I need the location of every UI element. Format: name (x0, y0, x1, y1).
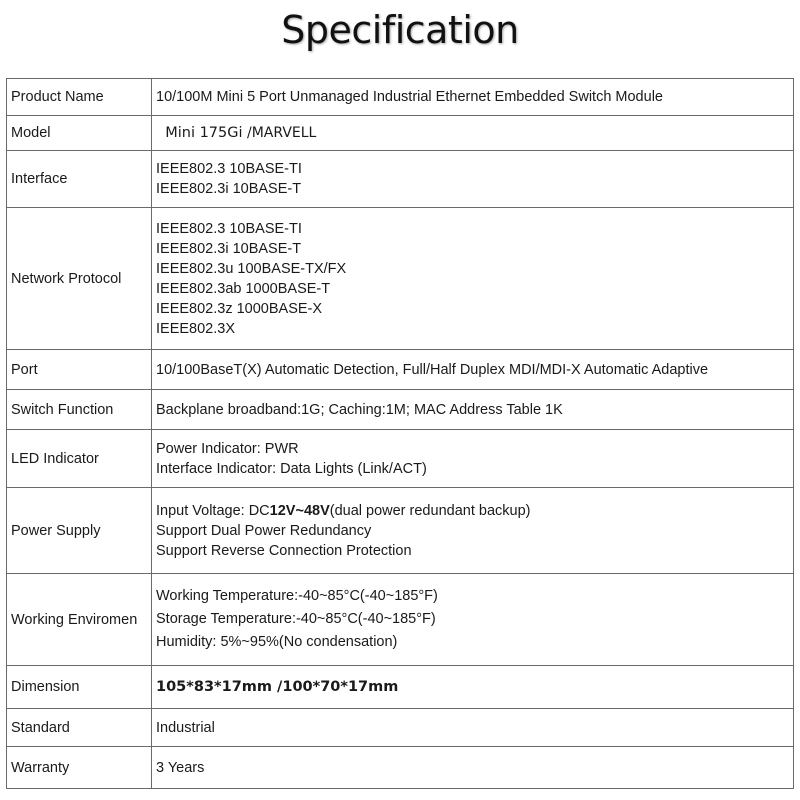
value-line: IEEE802.3u 100BASE-TX/FX (156, 260, 347, 277)
value-line: IEEE802.3 10BASE-TI (156, 161, 302, 177)
value-line: Humidity: 5%~95%(No condensation) (156, 634, 398, 650)
value-line: IEEE802.3 10BASE-TI (156, 220, 302, 237)
spec-table (6, 78, 794, 789)
row-label: Power Supply (7, 488, 152, 574)
table-row (7, 709, 794, 747)
table-row (7, 747, 794, 789)
row-value: Backplane broadband:1G; Caching:1M; MAC Address Table 1K (152, 390, 794, 430)
table-row (7, 116, 794, 151)
voltage-suffix: (dual power redundant backup) (329, 502, 531, 519)
row-label: Product Name (7, 79, 152, 116)
value-line: Power Indicator: PWR (156, 440, 299, 457)
row-label: Interface (7, 151, 152, 208)
table-row (7, 574, 794, 666)
table-row (7, 208, 794, 350)
row-value (152, 116, 794, 151)
page-title: Specification (281, 8, 519, 52)
value-line (156, 501, 793, 521)
row-value (152, 488, 794, 574)
value-line: IEEE802.3ab 1000BASE-T (156, 280, 331, 297)
row-value: 105*83*17mm /100*70*17mm (152, 666, 794, 709)
value-line: IEEE802.3X (156, 320, 235, 337)
row-value: 10/100M Mini 5 Port Unmanaged Industrial Ethernet Embedded Switch Module (152, 79, 794, 116)
model-name: Mini 175Gi (165, 125, 243, 141)
table-row (7, 666, 794, 709)
value-line: Working Temperature:-40~85°C(-40~185°F) (156, 588, 438, 604)
model-chip: /MARVELL (242, 125, 317, 141)
value-line: Storage Temperature:-40~85°C(-40~185°F) (156, 611, 436, 627)
row-value (152, 574, 794, 666)
row-value (152, 151, 794, 208)
row-label: Model (7, 116, 152, 151)
table-row (7, 390, 794, 430)
value-line: Interface Indicator: Data Lights (Link/ACT) (156, 460, 427, 477)
row-value: Industrial (152, 709, 794, 747)
row-value: 10/100BaseT(X) Automatic Detection, Full/Half Duplex MDI/MDI-X Automatic Adaptive (152, 350, 794, 390)
row-value (152, 430, 794, 488)
table-row (7, 151, 794, 208)
row-label: Switch Function (7, 390, 152, 430)
value-line: Support Reverse Connection Protection (156, 542, 412, 559)
row-label: Working Enviromen (7, 574, 152, 666)
row-label: Standard (7, 709, 152, 747)
table-row (7, 79, 794, 116)
table-row (7, 488, 794, 574)
row-label: Warranty (7, 747, 152, 789)
row-value (152, 208, 794, 350)
row-label: Port (7, 350, 152, 390)
value-line: Support Dual Power Redundancy (156, 522, 372, 539)
row-label: Dimension (7, 666, 152, 709)
row-label: LED Indicator (7, 430, 152, 488)
value-line: IEEE802.3i 10BASE-T (156, 240, 302, 257)
table-row (7, 350, 794, 390)
value-line: IEEE802.3z 1000BASE-X (156, 300, 323, 317)
value-line: IEEE802.3i 10BASE-T (156, 181, 302, 197)
row-value: 3 Years (152, 747, 794, 789)
table-row (7, 430, 794, 488)
row-label: Network Protocol (7, 208, 152, 350)
voltage-prefix: Input Voltage: DC (156, 502, 270, 519)
voltage-range: 12V~48V (269, 502, 330, 519)
